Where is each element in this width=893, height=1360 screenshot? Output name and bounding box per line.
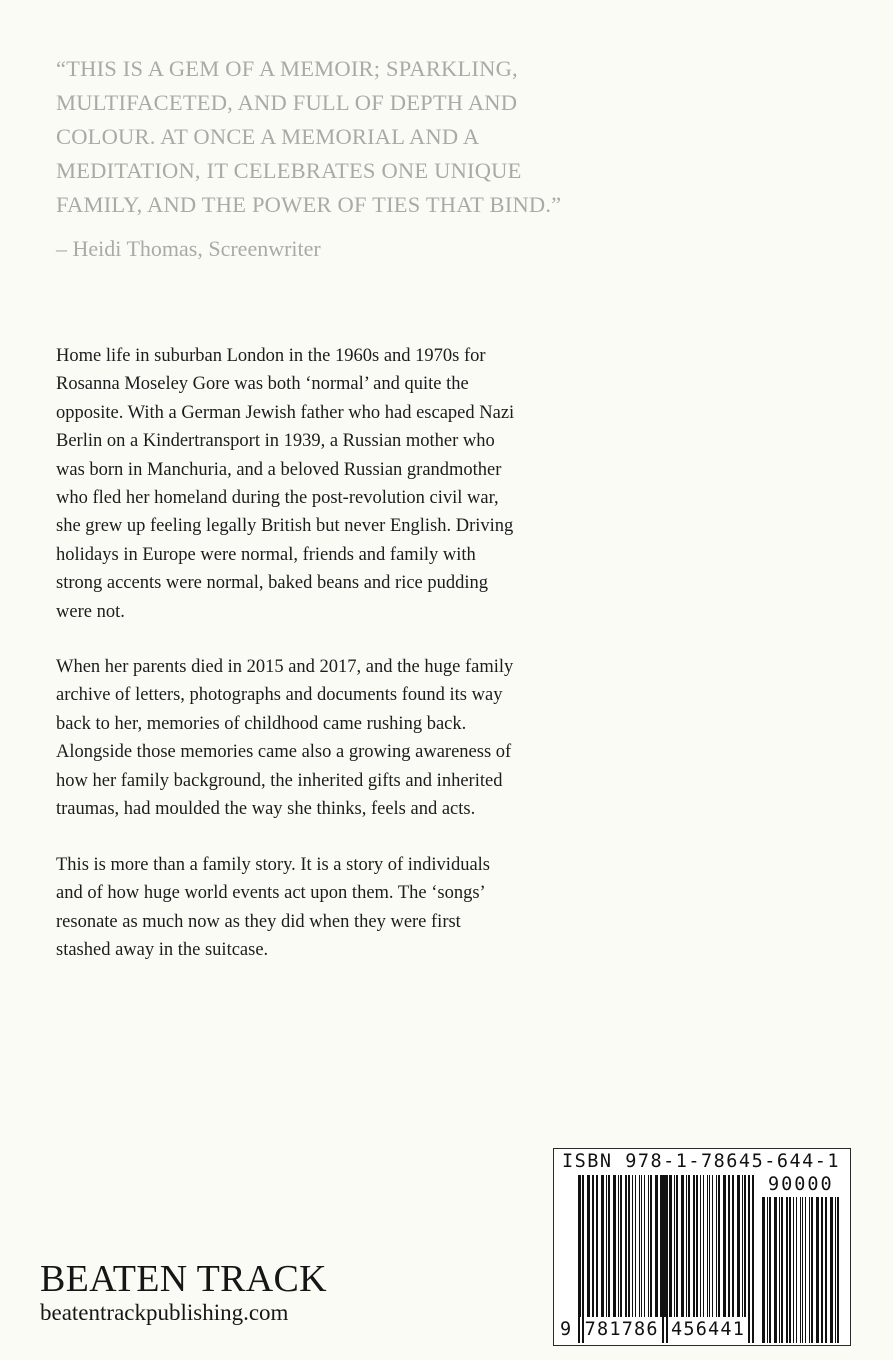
barcode-bar (587, 1175, 590, 1317)
text-line: archive of letters, photographs and documents found its way (56, 685, 503, 706)
barcode-bar (712, 1175, 713, 1317)
publisher-name: BEATEN TRACK (40, 1258, 327, 1300)
text-line: Berlin on a Kindertransport in 1939, a Russian mother who (56, 431, 495, 452)
text-line: how her family background, the inherited gifts and inherited (56, 770, 503, 791)
barcode-bar (628, 1175, 630, 1317)
quote-line: MEDITATION, IT CELEBRATES ONE UNIQUE (56, 158, 522, 183)
ean-digits: 9 781786 456441 (560, 1319, 746, 1340)
text-line: and of how huge world events act upon them. The ‘songs’ (56, 883, 486, 904)
barcode-bar (655, 1175, 658, 1317)
price-addon-digits: 90000 (768, 1174, 834, 1195)
barcode-bar (693, 1175, 695, 1317)
quote-line: COLOUR. AT ONCE A MEMORIAL AND A (56, 124, 480, 149)
text-line: holidays in Europe were normal, friends and family with (56, 544, 476, 565)
barcode-bar (632, 1175, 633, 1317)
barcode-bar (703, 1175, 704, 1317)
barcode-bar (601, 1175, 604, 1317)
barcode-bar (718, 1175, 720, 1317)
barcode-bar (688, 1175, 690, 1317)
barcode-bar (707, 1175, 708, 1317)
text-line: strong accents were normal, baked beans and rice pudding (56, 573, 489, 594)
publisher-url: beatentrackpublishing.com (40, 1300, 289, 1325)
barcode-bar (580, 1175, 581, 1317)
barcode-bar (686, 1175, 687, 1317)
text-line: Alongside those memories came also a growing awareness of (56, 742, 512, 763)
barcode-guard-bar (578, 1175, 580, 1343)
quote-line: FAMILY, AND THE POWER OF TIES THAT BIND.” (56, 192, 562, 217)
barcode-bar (592, 1175, 594, 1317)
quote-attribution: – Heidi Thomas, Screenwriter (56, 236, 321, 261)
barcode-bar (625, 1175, 627, 1317)
barcode-guard-bar (748, 1175, 750, 1343)
barcode-bar (728, 1175, 730, 1317)
barcode-bar (716, 1175, 717, 1317)
barcode-bar (709, 1175, 710, 1317)
barcode-bar (641, 1175, 642, 1317)
text-line: Home life in suburban London in the 1960s and 1970s for (56, 346, 486, 366)
text-line: When her parents died in 2015 and 2017, and the huge family (56, 657, 514, 677)
text-line: was born in Manchuria, and a beloved Russian grandmother (56, 459, 502, 480)
barcode-bar (681, 1175, 684, 1317)
barcode-guard-bar (752, 1175, 754, 1343)
description-paragraph-3 (56, 851, 596, 965)
description-paragraph-1 (56, 342, 596, 626)
text-line: who fled her homeland during the post-revolution civil war, (56, 488, 499, 509)
barcode-guard-bar (666, 1175, 668, 1343)
barcode-bar (660, 1175, 662, 1317)
barcode-bar (620, 1175, 622, 1317)
barcode-bar (635, 1175, 636, 1317)
barcode-bar (732, 1175, 734, 1317)
text-line: she grew up feeling legally British but never English. Driving (56, 516, 514, 537)
barcode-bar (674, 1175, 675, 1317)
barcode-bar (664, 1175, 666, 1317)
barcode-bar (723, 1175, 726, 1317)
barcode-bar (696, 1175, 698, 1317)
publisher-imprint (40, 1258, 327, 1326)
quote-line: MULTIFACETED, AND FULL OF DEPTH AND (56, 90, 518, 115)
barcode-bar (650, 1175, 652, 1317)
barcode-bar (669, 1175, 672, 1317)
isbn-barcode (553, 1148, 851, 1346)
barcode-bar (606, 1175, 607, 1317)
barcode-bar (648, 1175, 649, 1317)
review-quote (56, 52, 616, 222)
barcode-bar (742, 1175, 743, 1317)
text-line: back to her, memories of childhood came rushing back. (56, 713, 467, 734)
quote-line: “THIS IS A GEM OF A MEMOIR; SPARKLING, (56, 56, 518, 81)
text-line: traumas, had moulded the way she thinks, feels and acts. (56, 799, 476, 820)
barcode-bar (639, 1175, 640, 1317)
barcode-guard-bar (582, 1175, 584, 1343)
description-paragraph-2 (56, 653, 596, 823)
barcode-bar (608, 1175, 610, 1317)
barcode-bar (737, 1175, 740, 1317)
barcode-bar (700, 1175, 701, 1317)
text-line: This is more than a family story. It is a story of individuals (56, 855, 491, 875)
barcode-bar (596, 1175, 598, 1317)
barcode-bar (644, 1175, 645, 1317)
barcode-bar (613, 1175, 616, 1317)
text-line: resonate as much now as they did when they were first (56, 911, 461, 932)
barcode-bar (618, 1175, 619, 1317)
isbn-label: ISBN 978-1-78645-644-1 (562, 1151, 841, 1172)
text-line: Rosanna Moseley Gore was both ‘normal’ and quite the (56, 374, 469, 395)
barcode-guard-bar (662, 1175, 664, 1343)
barcode-bar (744, 1175, 746, 1317)
text-line: stashed away in the suitcase. (56, 940, 269, 961)
text-line: opposite. With a German Jewish father who had escaped Nazi (56, 402, 515, 423)
text-line: were not. (56, 601, 125, 622)
barcode-bar (676, 1175, 678, 1317)
